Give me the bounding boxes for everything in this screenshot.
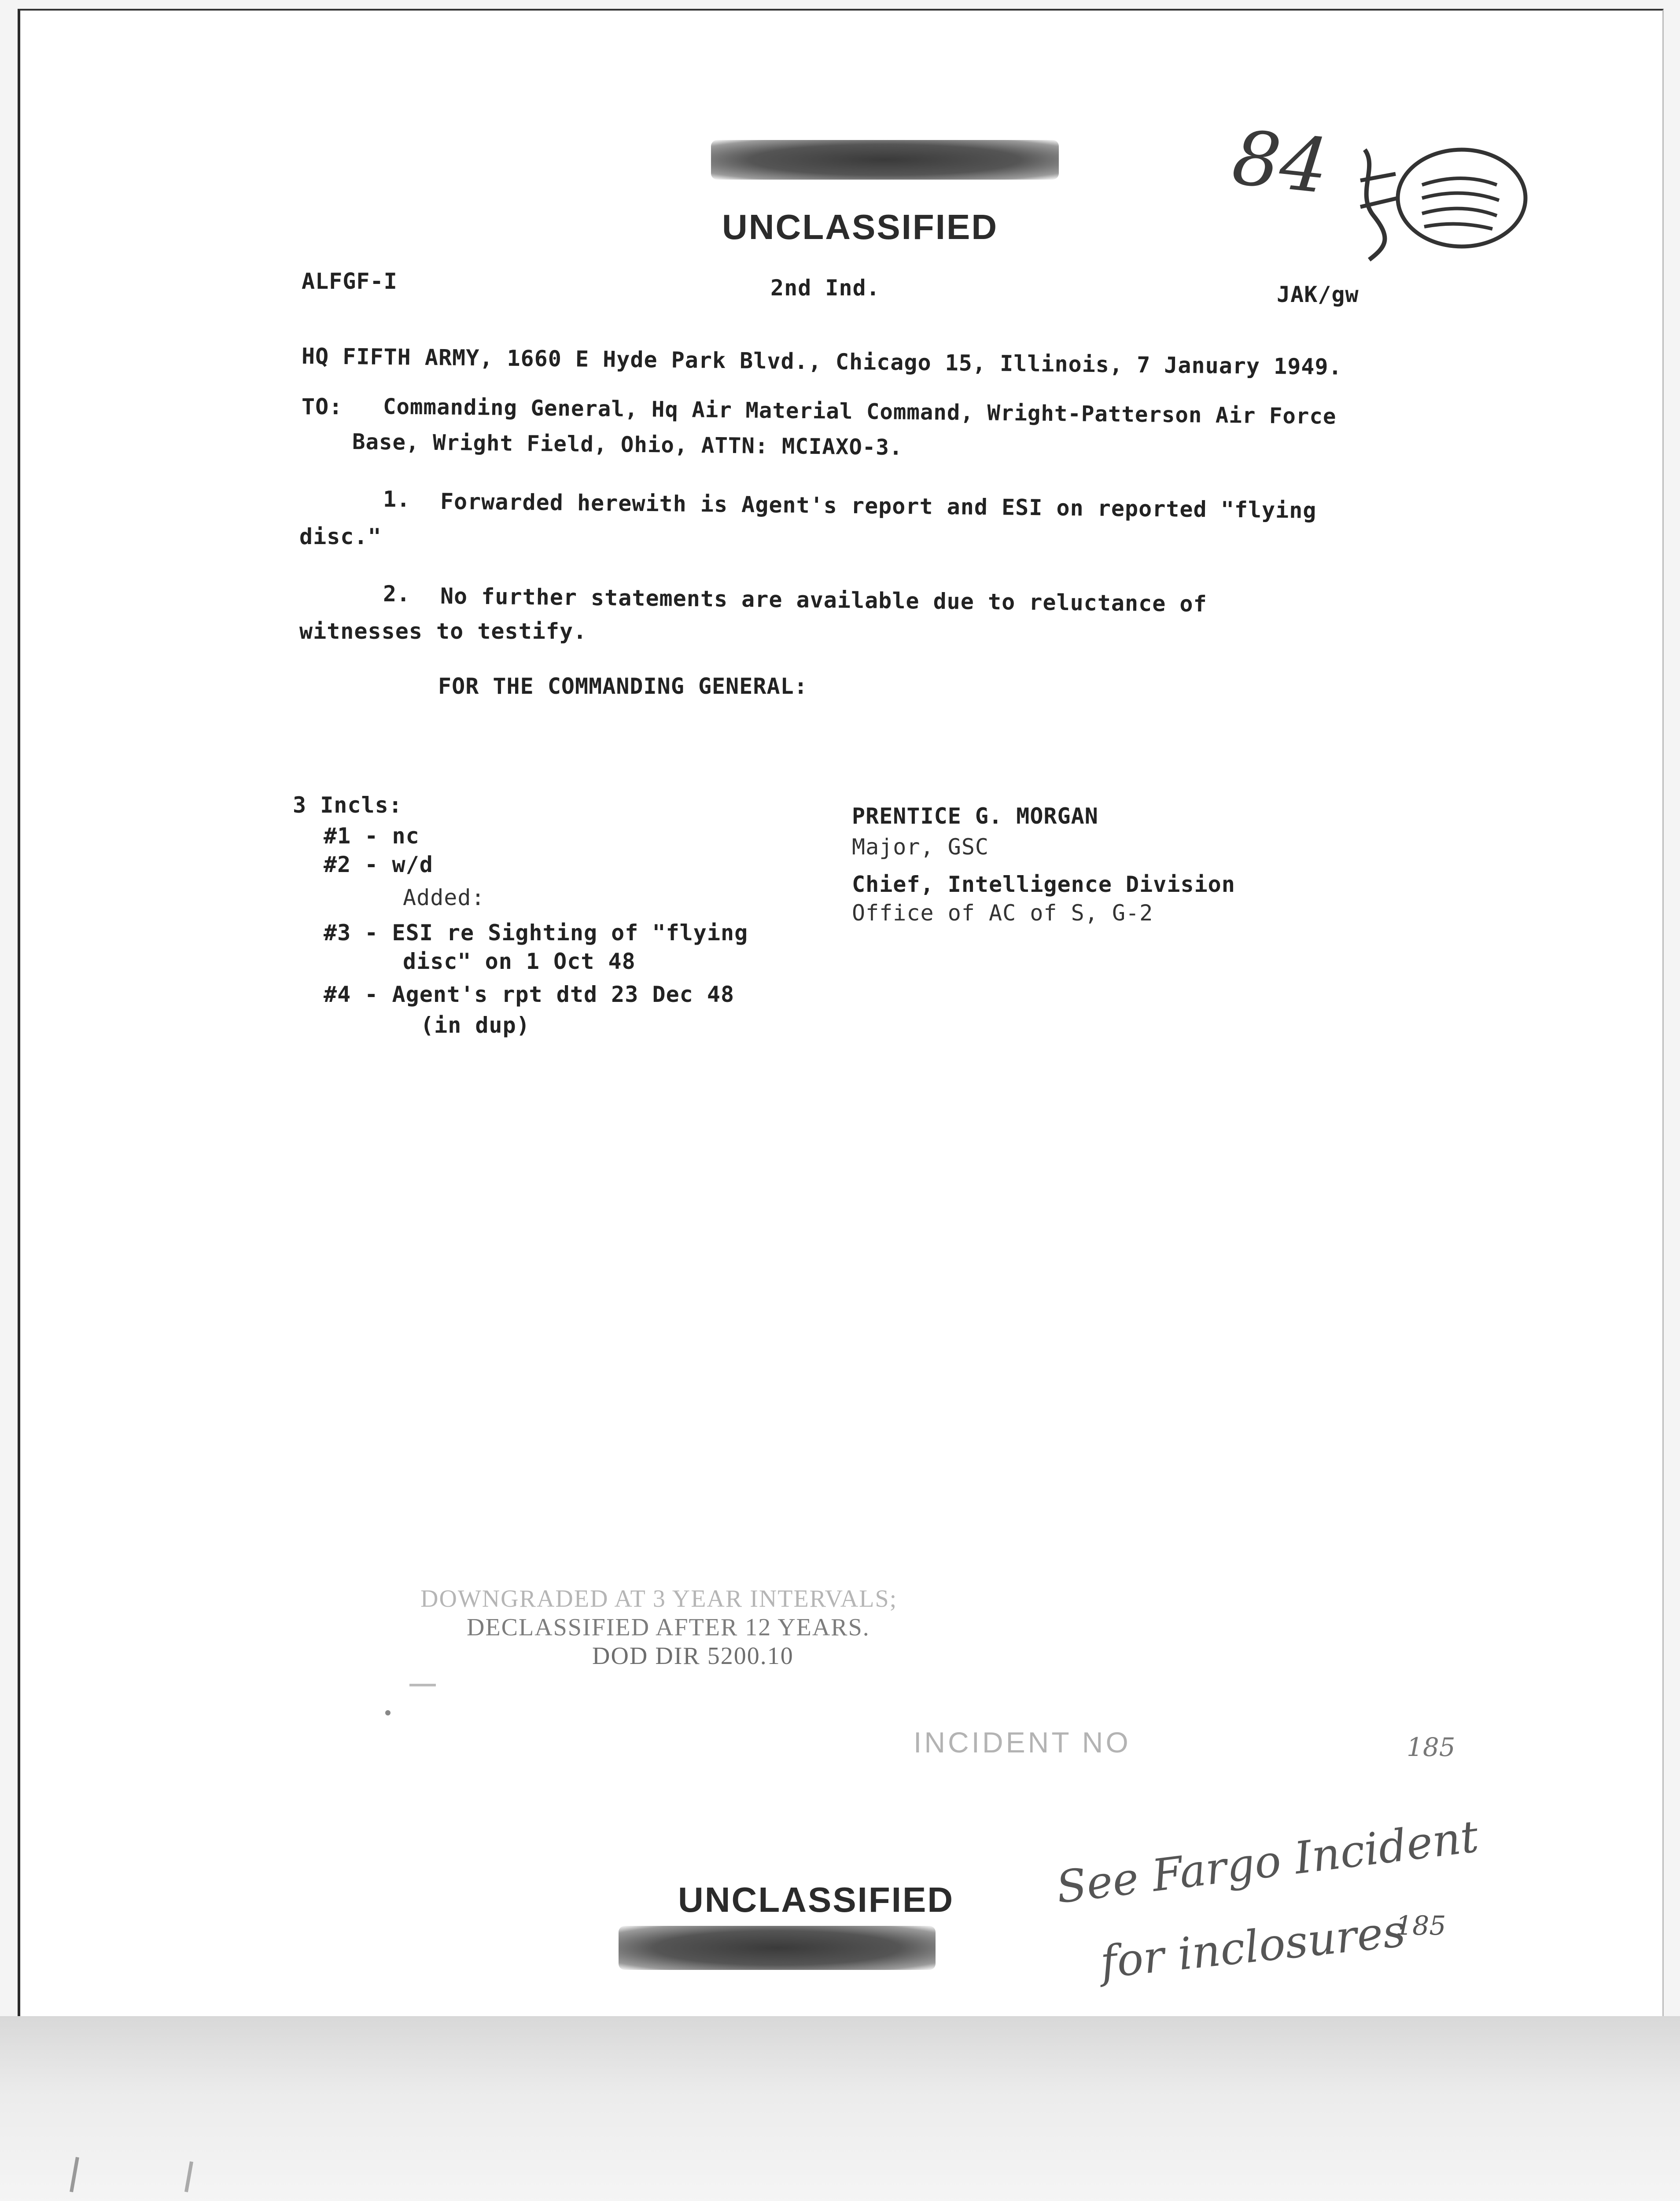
handwritten-note-number: 185 bbox=[1396, 1910, 1446, 1941]
signature-title: Chief, Intelligence Division bbox=[852, 872, 1235, 897]
typist-initials: JAK/gw bbox=[1277, 282, 1359, 307]
downgrade-stamp-line2: DECLASSIFIED AFTER 12 YEARS. bbox=[467, 1614, 870, 1641]
file-code: ALFGF-I bbox=[302, 269, 398, 294]
paper-sheet bbox=[18, 9, 1664, 2018]
indorsement-label: 2nd Ind. bbox=[770, 275, 880, 301]
incident-number: 185 bbox=[1407, 1732, 1455, 1762]
to-addressee-line2: Base, Wright Field, Ohio, ATTN: MCIAXO-3. bbox=[352, 429, 903, 460]
inclosure-added-label: Added: bbox=[403, 885, 485, 910]
handwritten-note-line2: for inclosures bbox=[1098, 1905, 1408, 1988]
inclosure-item-2: #2 - w/d bbox=[324, 852, 433, 877]
scan-bottom-margin bbox=[0, 2016, 1680, 2201]
handwritten-file-number: 84 bbox=[1228, 114, 1333, 211]
signature-rank: Major, GSC bbox=[852, 834, 989, 860]
inclosure-item-4-line1: #4 - Agent's rpt dtd 23 Dec 48 bbox=[324, 982, 735, 1007]
downgrade-stamp-line3: DOD DIR 5200.10 bbox=[592, 1642, 794, 1670]
classification-stamp-bottom: UNCLASSIFIED bbox=[678, 1880, 954, 1919]
classification-stamp-top: UNCLASSIFIED bbox=[722, 207, 998, 247]
dateline: HQ FIFTH ARMY, 1660 E Hyde Park Blvd., Chicago 15, Illinois, 7 January 1949. bbox=[301, 343, 1342, 380]
incident-label: INCIDENT NO bbox=[914, 1726, 1131, 1759]
inclosure-item-3-line2: disc" on 1 Oct 48 bbox=[403, 949, 636, 974]
paragraph-1-line2: disc." bbox=[299, 524, 382, 549]
paragraph-2-line1: No further statements are available due to reluctance of bbox=[440, 583, 1207, 617]
to-label: TO: bbox=[302, 394, 343, 420]
paragraph-1-line1: Forwarded herewith is Agent's report and ESI on reported "flying bbox=[440, 489, 1317, 523]
redaction-bar-top bbox=[711, 140, 1059, 180]
handwritten-scribble bbox=[1347, 132, 1532, 266]
stray-dot bbox=[385, 1710, 391, 1715]
inclosure-item-3-line1: #3 - ESI re Sighting of "flying bbox=[324, 920, 748, 946]
handwritten-note-line1: See Fargo Incident bbox=[1053, 1810, 1481, 1914]
inclosures-heading: 3 Incls: bbox=[293, 792, 402, 818]
closing-line: FOR THE COMMANDING GENERAL: bbox=[438, 674, 808, 699]
signature-office: Office of AC of S, G-2 bbox=[852, 900, 1153, 926]
inclosure-item-1: #1 - nc bbox=[324, 823, 420, 849]
paragraph-2-number: 2. bbox=[383, 581, 411, 607]
paragraph-1-number: 1. bbox=[383, 486, 411, 512]
paragraph-2-line2: witnesses to testify. bbox=[299, 618, 587, 644]
stray-mark bbox=[409, 1684, 436, 1686]
to-addressee-line1: Commanding General, Hq Air Material Command, Wright-Patterson Air Force bbox=[383, 394, 1337, 429]
downgrade-stamp-line1: DOWNGRADED AT 3 YEAR INTERVALS; bbox=[420, 1585, 898, 1612]
inclosure-item-4-line2: (in dup) bbox=[420, 1012, 530, 1038]
signature-name: PRENTICE G. MORGAN bbox=[852, 803, 1098, 829]
redaction-bar-bottom bbox=[619, 1926, 936, 1970]
